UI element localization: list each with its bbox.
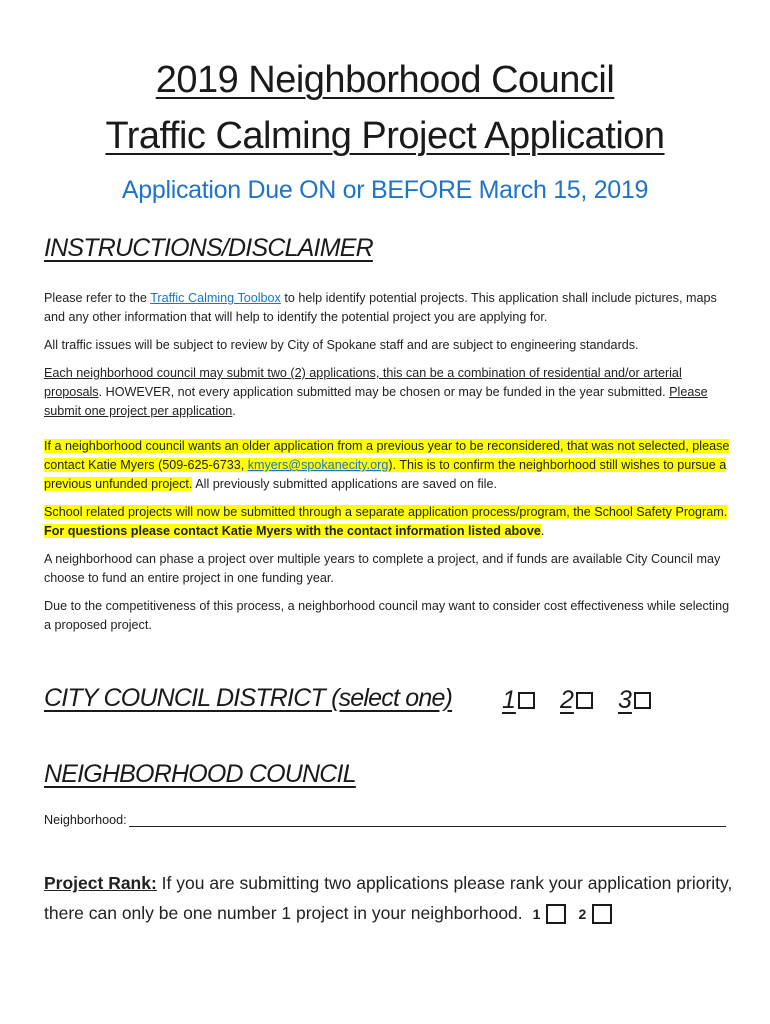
district-row: [44, 684, 744, 724]
neighborhood-input-line[interactable]: [129, 812, 726, 827]
due-date: Application Due ON or BEFORE March 15, 2019: [121, 176, 649, 204]
checkbox-district-3[interactable]: [634, 692, 651, 709]
checkbox-rank-2[interactable]: [592, 904, 612, 924]
district-option-2[interactable]: 2: [560, 686, 593, 715]
checkbox-district-2[interactable]: [576, 692, 593, 709]
instructions-body: [44, 289, 734, 644]
neighborhood-label: Neighborhood:: [44, 813, 127, 827]
project-rank: [44, 868, 734, 929]
paragraph-phase: A neighborhood can phase a project over multiple years to complete a project, and if funds are available City Council may choose to fund an entire project in one funding year.: [44, 552, 721, 585]
district-option-1[interactable]: 1: [502, 686, 535, 715]
title-block: [0, 52, 770, 164]
toolbox-link[interactable]: Traffic Calming Toolbox: [150, 291, 281, 305]
instructions-heading: INSTRUCTIONS/DISCLAIMER: [44, 234, 373, 262]
neighborhood-field-row: [44, 812, 726, 827]
neighborhood-heading: NEIGHBORHOOD COUNCIL: [44, 760, 356, 788]
paragraph-review: All traffic issues will be subject to review by City of Spokane staff and are subject to engineering standards.: [44, 338, 639, 352]
project-rank-label: Project Rank:: [44, 873, 157, 893]
email-link[interactable]: kmyers@spokanecity.org: [247, 458, 389, 472]
project-rank-text: If you are submitting two applications please rank your application priority, there can only be one number 1 project in your neighborhood.: [44, 873, 733, 923]
paragraph-competitiveness: Due to the competitiveness of this process, a neighborhood council may want to consider cost effectiveness while selecting a proposed project.: [44, 599, 730, 632]
title-line-2: Traffic Calming Project Application: [105, 115, 665, 157]
paragraph-applications: Each neighborhood council may submit two (2) applications, this can be a combination of residential and/or arterial proposals. HOWEVER, not every application submitted may be chosen or may be funded in the year submitted. Please submit one project per application.: [44, 366, 708, 418]
rank-options: 1 2: [533, 899, 625, 929]
district-heading: CITY COUNCIL DISTRICT (select one): [44, 684, 453, 712]
checkbox-district-1[interactable]: [518, 692, 535, 709]
title-line-1: 2019 Neighborhood Council: [155, 59, 615, 101]
paragraph-reconsider: If a neighborhood council wants an older application from a previous year to be reconsidered, that was not selected, please contact Katie Myers (509-625-6733, kmyers@spokanecity.org). This is to confirm the neighborhood still wishes to pursue a previous unfunded project. All previously submitted applications are saved on file.: [44, 439, 730, 491]
district-option-3[interactable]: 3: [618, 686, 651, 715]
paragraph-school: School related projects will now be submitted through a separate application process/program, the School Safety Program. For questions please contact Katie Myers with the contact information listed above.: [44, 505, 728, 538]
checkbox-rank-1[interactable]: [546, 904, 566, 924]
paragraph-toolbox: Please refer to the Traffic Calming Toolbox to help identify potential projects. This application shall include pictures, maps and any other information that will help to identify the potential project you are applying for.: [44, 291, 717, 324]
